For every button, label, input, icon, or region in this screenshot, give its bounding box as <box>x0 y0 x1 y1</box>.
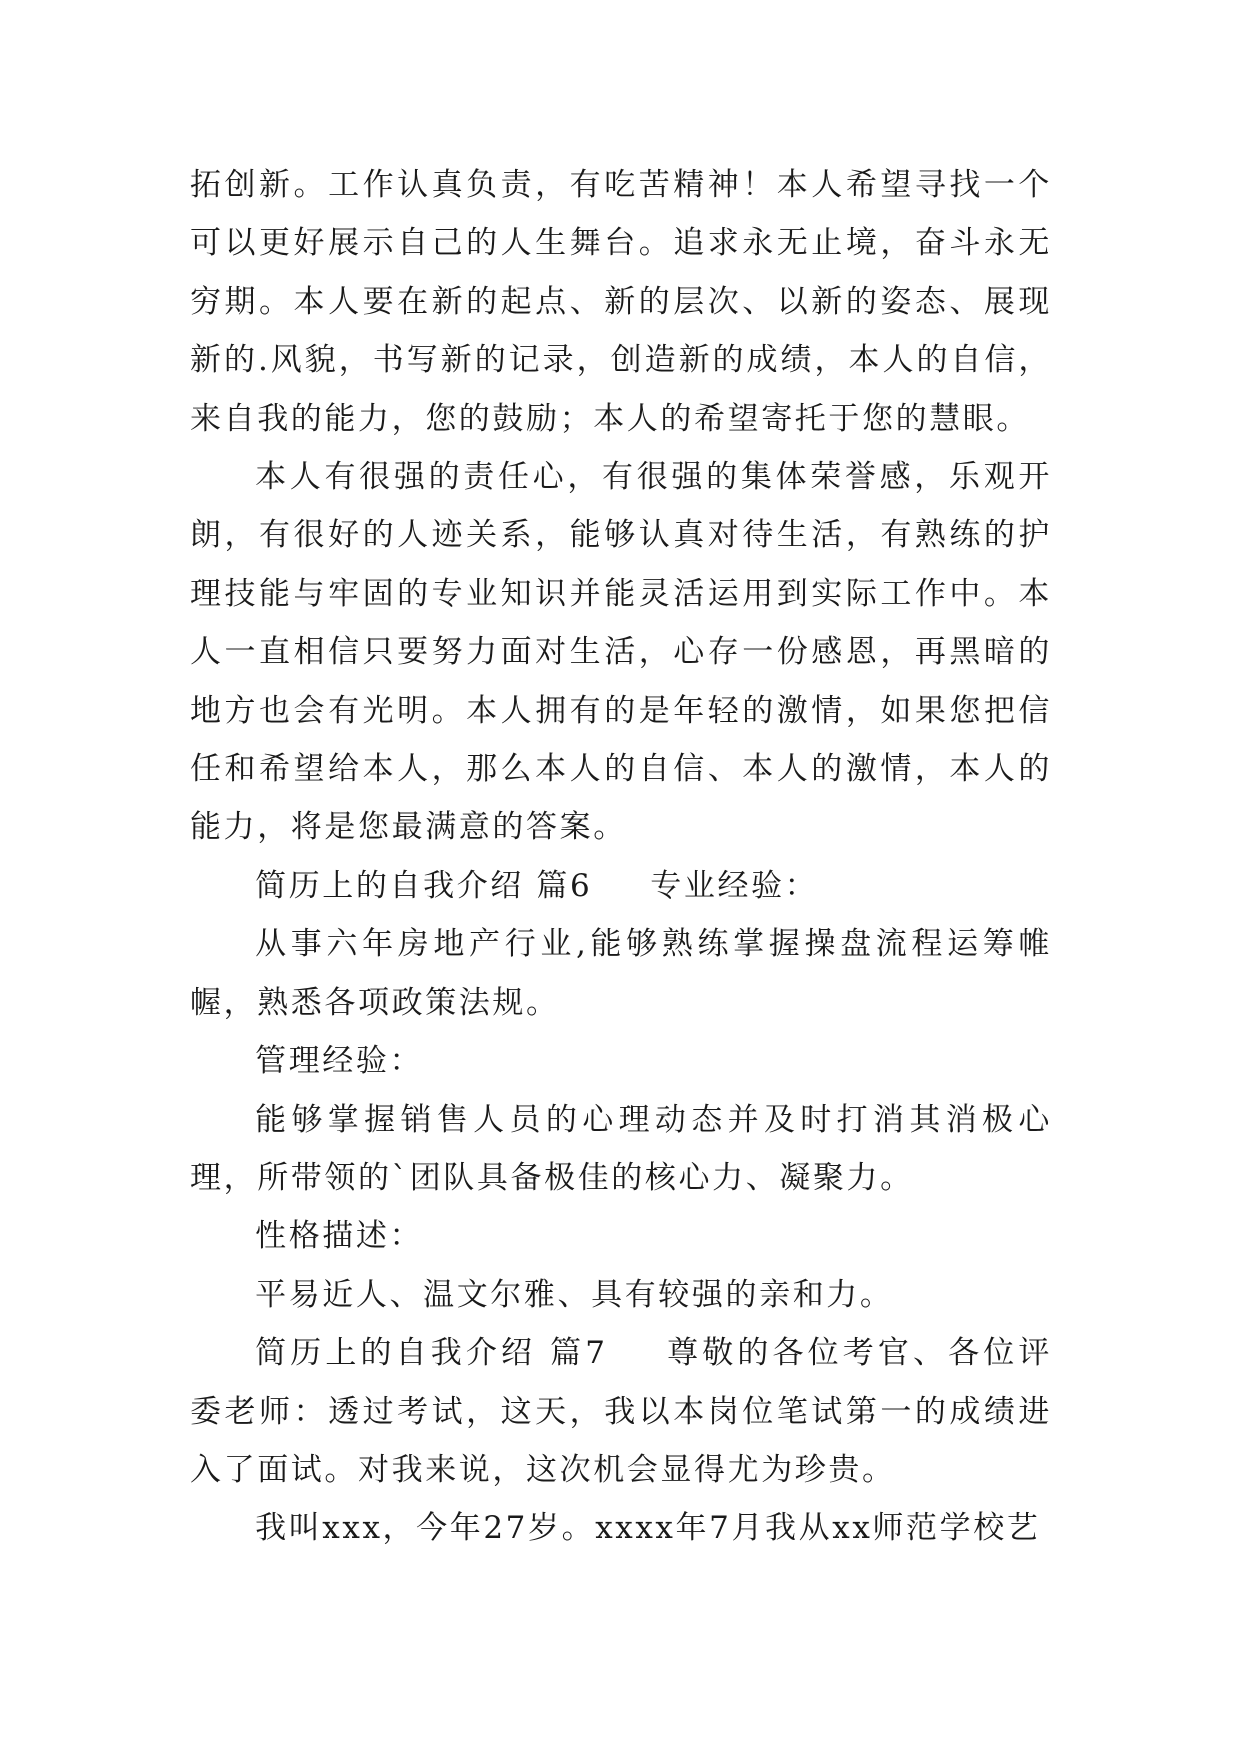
paragraph-2: 本人有很强的责任心，有很强的集体荣誉感，乐观开朗，有很好的人迹关系，能够认真对待生活，有熟练的护理技能与牢固的专业知识并能灵活运用到实际工作中。本人一直相信只要努力面对生活，心存一份感恩，再黑暗的地方也会有光明。本人拥有的是年轻的激情，如果您把信任和希望给本人，那么本人的自信、本人的激情，本人的能力，将是您最满意的答案。 <box>190 459 1052 846</box>
professional-experience-label: 专业经验： <box>650 867 819 904</box>
paragraph-self-intro: 我叫xxx，今年27岁。xxxx年7月我从xx师范学校艺 <box>255 1510 1041 1547</box>
paragraph-management-experience: 能够掌握销售人员的心理动态并及时打消其消极心理，所带领的`团队具备极佳的核心力、凝聚力。 <box>190 1101 1052 1196</box>
paragraph-professional-experience: 从事六年房地产行业,能够熟练掌握操盘流程运筹帷幄，熟悉各项政策法规。 <box>190 926 1052 1021</box>
section-7-heading: 简历上的自我介绍 篇7 <box>255 1335 608 1372</box>
paragraph-personality: 平易近人、温文尔雅、具有较强的亲和力。 <box>255 1276 894 1313</box>
section-6-heading-line <box>190 857 1052 915</box>
management-experience-label: 管理经验： <box>255 1043 424 1080</box>
section-6-heading: 简历上的自我介绍 篇6 <box>255 867 593 904</box>
personality-label: 性格描述： <box>255 1218 424 1255</box>
document-body <box>190 156 1052 1558</box>
section-7-opening: 尊敬的各位考官、各位评委老师：透过考试，这天，我以本岗位笔试第一的成绩进入了面试。对我来说，这次机会显得尤为珍贵。 <box>190 1335 1052 1488</box>
paragraph-1: 拓创新。工作认真负责，有吃苦精神！本人希望寻找一个可以更好展示自己的人生舞台。追求永无止境，奋斗永无穷期。本人要在新的起点、新的层次、以新的姿态、展现新的.风貌，书写新的记录，创造新的成绩，本人的自信，来自我的能力，您的鼓励；本人的希望寄托于您的慧眼。 <box>190 167 1052 437</box>
section-7-heading-line <box>190 1324 1052 1499</box>
